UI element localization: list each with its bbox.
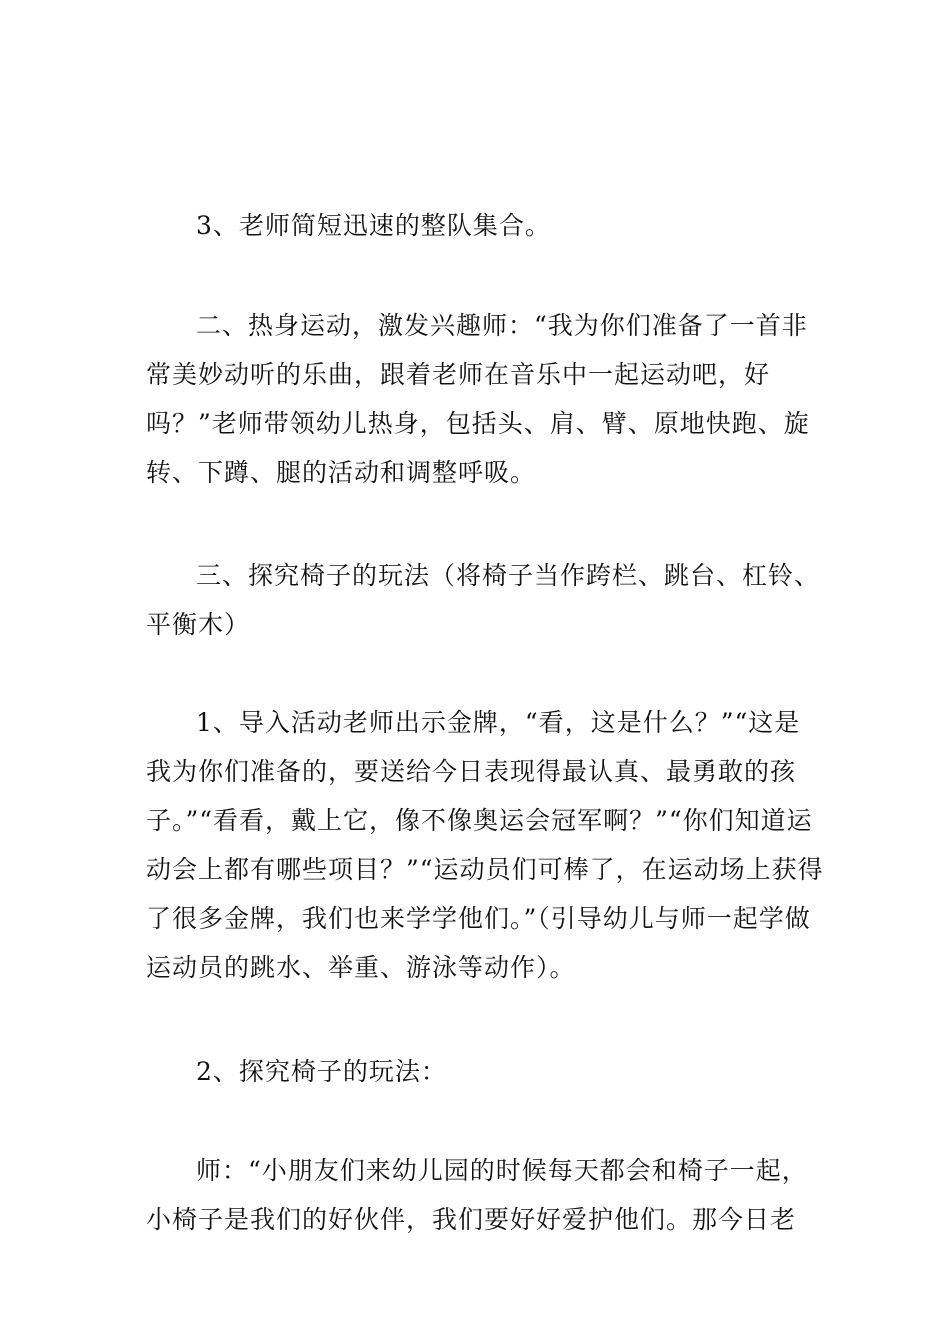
paragraph-explore-chair-play: 2、探究椅子的玩法： <box>196 1057 447 1086</box>
paragraph-warm-up: 二、热身运动，激发兴趣师：“我为你们准备了一首非常美妙动听的乐曲，跟着老师在音乐中一起运动吧，好吗？”老师带领幼儿热身，包括头、肩、臂、原地快跑、旋转、下蹲、腿的活动和调整呼吸。 <box>146 311 810 487</box>
paragraph-teacher-speech: 师：“小朋友们来幼儿园的时候每天都会和椅子一起，小椅子是我们的好伙伴，我们要好好爱护他们。那今日老 <box>146 1156 808 1234</box>
paragraph-line-up: 3、老师简短迅速的整队集合。 <box>196 211 551 240</box>
paragraph-intro-activity: 1、导入活动老师出示金牌，“看，这是什么？”“这是我为你们准备的，要送给今日表现得最认真、最勇敢的孩子。”“看看，戴上它，像不像奥运会冠军啊？”“你们知道运动会上都有哪些项目？”“运动员们可棒了，在运动场上获得了很多金牌，我们也来学学他们。”（引导幼儿与师一起学做运动员的跳水、举重、游泳等动作）。 <box>146 708 824 982</box>
paragraph-explore-chair-heading: 三、探究椅子的玩法（将椅子当作跨栏、跳台、杠铃、平衡木） <box>146 561 821 639</box>
